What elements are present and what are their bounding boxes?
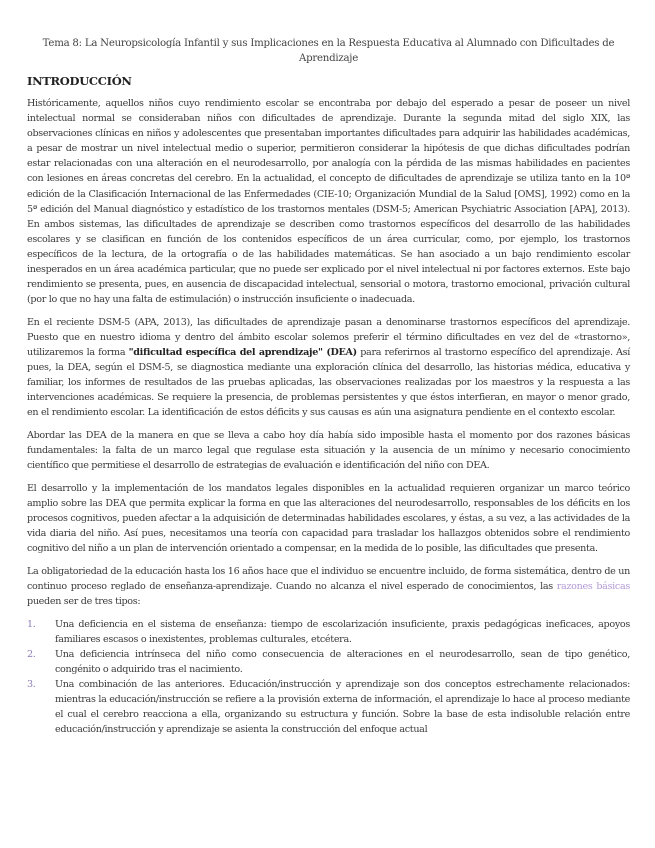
- dea-term: "dificultad específica del aprendizaje" (DEA): [128, 347, 357, 358]
- list-item: [27, 647, 630, 677]
- razones-basicas-link[interactable]: razones básicas: [556, 580, 630, 592]
- paragraph-dsm5: [27, 315, 630, 421]
- paragraph-historical: Históricamente, aquellos niños cuyo rendimiento escolar se encontraba por debajo del esperado a pesar de poseer un nivel intelectual normal se consideraban niños con dificultades de aprendizaje. Durante la segunda mitad del siglo XIX, las observaciones clínicas en niños y adolescentes que presentaban importantes dificultades para adquirir las habilidades académicas, a pesar de mostrar un nivel intelectual medio o superior, permitieron considerar la hipótesis de que dichas dificultades podrían estar relacionadas con una alteración en el neurodesarrollo, por analogía con la pérdida de las mismas habilidades en pacientes con lesiones en áreas concretas del cerebro. En la actualidad, el concepto de dificultades de aprendizaje se utiliza tanto en la 10ª edición de la Clasificación Internacional de las Enfermedades (CIE-10; Organización Mundial de la Salud [OMS], 1992) como en la 5ª edición del Manual diagnóstico y estadístico de los trastornos mentales (DSM-5; American Psychiatric Association [APA], 2013). En ambos sistemas, las dificultades de aprendizaje se describen como trastornos específicos del desarrollo de las habilidades escolares y se clasifican en función de los contenidos específicos de un área curricular, como, por ejemplo, los trastornos específicos de la lectura, de la ortografía o de las habilidades matemáticas. Se han asociado a un bajo rendimiento escolar inesperados en un área académica particular, que no puede ser explicado por el nivel intelectual ni por factores externos. Este bajo rendimiento se presenta, pues, en ausencia de discapacidad intelectual, sensorial o motora, trastorno emocional, privación cultural (por lo que no hay una falta de estimulación) o instrucción insuficiente o inadecuada.: [27, 98, 630, 306]
- list-item-text: Una combinación de las anteriores. Educación/instrucción y aprendizaje son dos conceptos estrechamente relacionados: mientras la educación/instrucción se refiere a la provisión externa de información, el aprendizaje lo hace al proceso mediante el cual el cerebro reacciona a ella, organizando su estructura y función. Sobre la base de esta indisoluble relación entre educación/instrucción y aprendizaje se asienta la construcción del enfoque actual: [55, 678, 630, 736]
- reasons-list: [27, 617, 630, 738]
- list-number: 3.: [27, 678, 36, 690]
- list-item-text: Una deficiencia intrínseca del niño como consecuencia de alteraciones en el neurodesarrollo, sean de tipo genético, congénito o adquirido tras el nacimiento.: [55, 648, 630, 675]
- document-page: [27, 36, 630, 737]
- list-item-text: Una deficiencia en el sistema de enseñanza: tiempo de escolarización insuficiente, praxis pedagógicas ineficaces, apoyos familiares escasos o inexistentes, problemas culturales, etcétera.: [55, 618, 630, 645]
- paragraph-approach: Abordar las DEA de la manera en que se lleva a cabo hoy día había sido imposible hasta el momento por dos razones básicas fundamentales: la falta de un marco legal que regulase esta situación y la ausencia de un mínimo y necesario conocimiento científico que permitiese el desarrollo de estrategias de evaluación e identificación del niño con DEA.: [27, 429, 630, 472]
- paragraph-text: para referirnos al trastorno específico del aprendizaje. Así pues, la DEA, según el DSM-5, se diagnostica mediante una exploración clínica del desarrollo, las historias médica, educativa y familiar, los informes de resultados de las pruebas aplicadas, las observaciones realizadas por los maestros y la respuesta a las intervenciones académicas. Se requiere la presencia, de problemas persistentes y que éstos interfieran, en mayor o menor grado, en el rendimiento escolar. La identificación de estos déficits y sus causas es aún una asignatura pendiente en el contexto escolar.: [27, 347, 630, 419]
- paragraph-compulsory-education: [27, 564, 630, 609]
- list-number: 1.: [27, 618, 36, 630]
- paragraph-text: pueden ser de tres tipos:: [27, 595, 141, 607]
- list-item: [27, 677, 630, 737]
- paragraph-text: En el reciente DSM-5 (APA, 2013), las dificultades de aprendizaje pasan a denominarse trastornos específicos del aprendizaje. Puesto que en nuestro idioma y dentro del ámbito escolar solemos preferir el término dificultades en vez del de «trastorno», utilizaremos la forma: [27, 316, 630, 358]
- paragraph-text: La obligatoriedad de la educación hasta los 16 años hace que el individuo se encuentre incluido, de forma sistemática, dentro de un continuo proceso reglado de enseñanza-aprendizaje. Cuando no alcanza el nivel esperado de conocimientos, las: [27, 565, 630, 592]
- document-header: Tema 8: La Neuropsicología Infantil y sus Implicaciones en la Respuesta Educativa al Alumnado con Dificultades de Aprendizaje: [42, 38, 615, 64]
- list-number: 2.: [27, 648, 36, 660]
- section-title: INTRODUCCIÓN: [27, 74, 132, 88]
- paragraph-legal-framework: El desarrollo y la implementación de los mandatos legales disponibles en la actualidad requieren organizar un marco teórico amplio sobre las DEA que permita explicar la forma en que las alteraciones del neurodesarrollo, responsables de los déficits en los procesos cognitivos, pueden afectar a la adquisición de determinadas habilidades escolares, y éstas, a su vez, a las actividades de la vida diaria del niño. Así pues, necesitamos una teoría con capacidad para trasladar los hallazgos obtenidos sobre el rendimiento cognitivo del niño a un plan de intervención orientado a compensar, en la medida de lo posible, las dificultades que presenta.: [27, 482, 630, 555]
- list-item: [27, 617, 630, 647]
